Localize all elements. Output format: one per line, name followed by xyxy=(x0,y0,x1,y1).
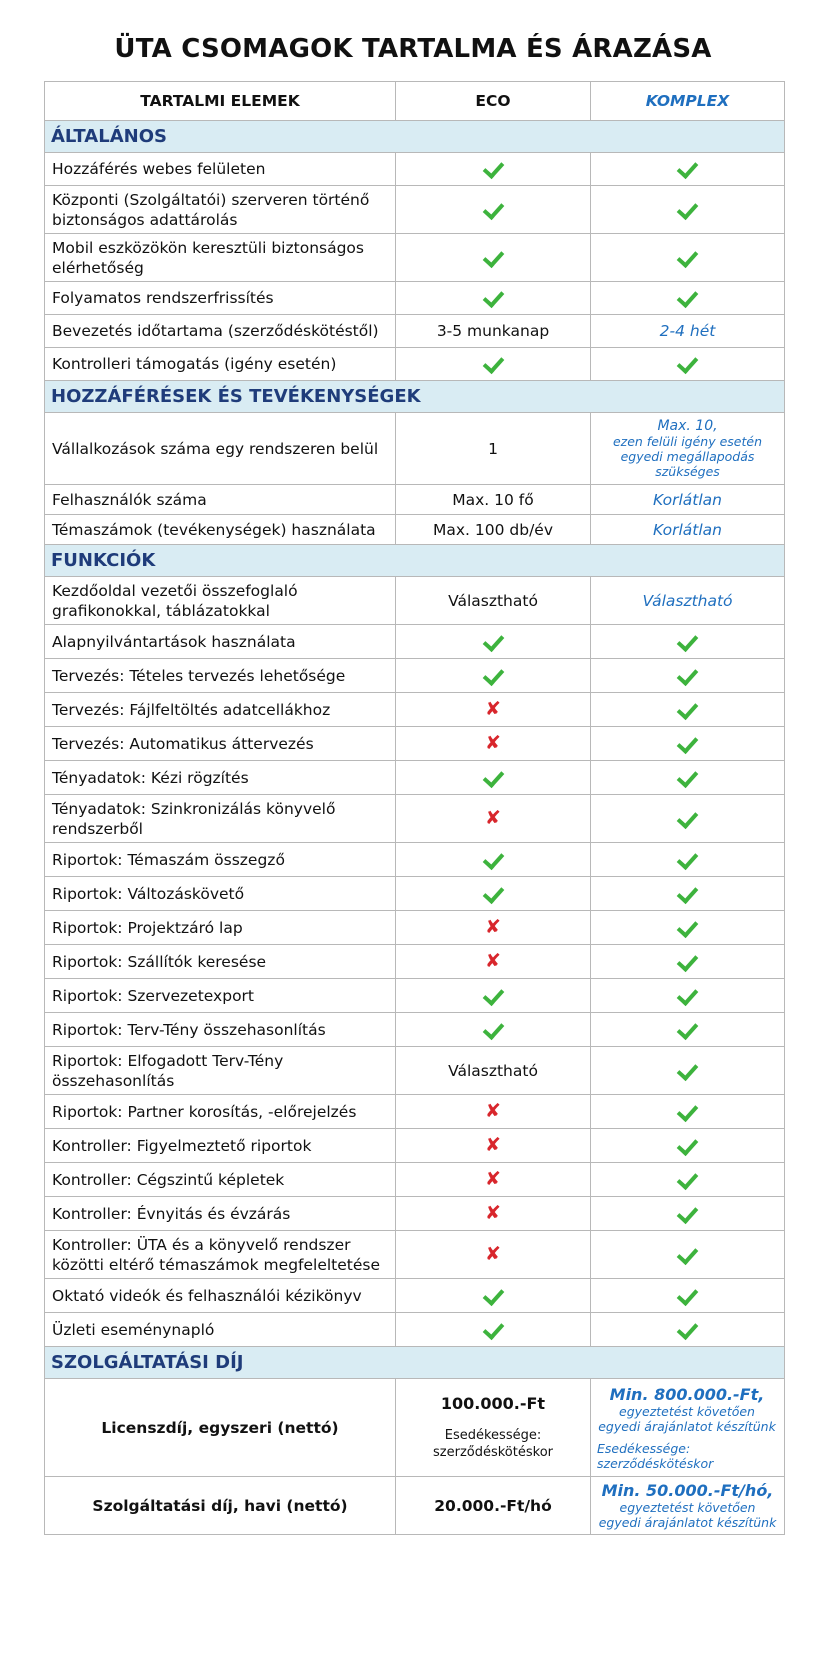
pricing-table xyxy=(44,81,785,1535)
cross-icon: ✘ xyxy=(485,807,501,829)
table-row: Hozzáférés webes felületen xyxy=(45,153,785,186)
check-icon xyxy=(482,245,504,267)
table-row: Riportok: Változáskövető xyxy=(45,877,785,911)
page-title: ÜTA CSOMAGOK TARTALMA ÉS ÁRAZÁSA xyxy=(114,34,712,64)
table-row: Alapnyilvántartások használata xyxy=(45,625,785,659)
table-row: Tényadatok: Kézi rögzítés xyxy=(45,761,785,795)
table-row: Kontrolleri támogatás (igény esetén) xyxy=(45,348,785,381)
cross-icon: ✘ xyxy=(485,698,501,720)
check-icon xyxy=(677,915,699,937)
table-row: Kontroller: Figyelmeztető riportok ✘ xyxy=(45,1129,785,1163)
cross-icon: ✘ xyxy=(485,1168,501,1190)
table-row: Kontroller: Cégszintű képletek ✘ xyxy=(45,1163,785,1197)
table-row: Tervezés: Automatikus áttervezés ✘ xyxy=(45,727,785,761)
check-icon xyxy=(482,629,504,651)
cross-icon: ✘ xyxy=(485,732,501,754)
cross-icon: ✘ xyxy=(485,1134,501,1156)
check-icon xyxy=(677,663,699,685)
check-icon xyxy=(677,1099,699,1121)
header-content-items: TARTALMI ELEMEK xyxy=(45,82,396,121)
section-fees: SZOLGÁLTATÁSI DÍJ xyxy=(45,1347,785,1379)
check-icon xyxy=(677,1017,699,1039)
cross-icon: ✘ xyxy=(485,950,501,972)
check-icon xyxy=(677,1283,699,1305)
check-icon xyxy=(482,1317,504,1339)
check-icon xyxy=(482,765,504,787)
section-general: ÁLTALÁNOS xyxy=(45,121,785,153)
table-row: Szolgáltatási díj, havi (nettó) 20.000.-Ft/hó Min. 50.000.-Ft/hó, egyeztetést követően egyedi árajánlatot készítünk xyxy=(45,1477,785,1535)
table-row: Riportok: Partner korosítás, -előrejelzés ✘ xyxy=(45,1095,785,1129)
header-komplex: KOMPLEX xyxy=(591,82,785,121)
table-row: Riportok: Terv-Tény összehasonlítás xyxy=(45,1013,785,1047)
table-row: Oktató videók és felhasználói kézikönyv xyxy=(45,1279,785,1313)
table-row: Vállalkozások száma egy rendszeren belül 1 Max. 10, ezen felüli igény esetén egyedi megállapodás szükséges xyxy=(45,413,785,485)
check-icon xyxy=(677,629,699,651)
table-row: Kontroller: Évnyitás és évzárás ✘ xyxy=(45,1197,785,1231)
check-icon xyxy=(677,697,699,719)
table-row: Tervezés: Fájlfeltöltés adatcellákhoz ✘ xyxy=(45,693,785,727)
cross-icon: ✘ xyxy=(485,1202,501,1224)
check-icon xyxy=(677,731,699,753)
table-row: Riportok: Projektzáró lap ✘ xyxy=(45,911,785,945)
check-icon xyxy=(482,1283,504,1305)
check-icon xyxy=(677,352,699,374)
check-icon xyxy=(677,286,699,308)
cross-icon: ✘ xyxy=(485,1100,501,1122)
table-row: Tervezés: Tételes tervezés lehetősége xyxy=(45,659,785,693)
table-header xyxy=(45,82,785,121)
section-access: HOZZÁFÉRÉSEK ÉS TEVÉKENYSÉGEK xyxy=(45,381,785,413)
check-icon xyxy=(482,352,504,374)
check-icon xyxy=(677,1201,699,1223)
cross-icon: ✘ xyxy=(485,1243,501,1265)
check-icon xyxy=(677,806,699,828)
table-row: Tényadatok: Szinkronizálás könyvelő rendszerből ✘ xyxy=(45,795,785,843)
check-icon xyxy=(677,881,699,903)
check-icon xyxy=(482,847,504,869)
section-functions: FUNKCIÓK xyxy=(45,545,785,577)
table-row: Mobil eszközökön keresztüli biztonságos elérhetőség xyxy=(45,234,785,282)
check-icon xyxy=(677,1167,699,1189)
check-icon xyxy=(677,847,699,869)
check-icon xyxy=(677,1133,699,1155)
table-row: Riportok: Szervezetexport xyxy=(45,979,785,1013)
check-icon xyxy=(677,245,699,267)
table-row: Üzleti eseménynapló xyxy=(45,1313,785,1347)
check-icon xyxy=(482,1017,504,1039)
table-row: Folyamatos rendszerfrissítés xyxy=(45,282,785,315)
table-row: Riportok: Elfogadott Terv-Tény összehasonlítás Választható xyxy=(45,1047,785,1095)
check-icon xyxy=(677,1242,699,1264)
check-icon xyxy=(677,197,699,219)
table-row: Központi (Szolgáltatói) szerveren történő biztonságos adattárolás xyxy=(45,186,785,234)
table-row: Bevezetés időtartama (szerződéskötéstől) 3-5 munkanap 2-4 hét xyxy=(45,315,785,348)
check-icon xyxy=(482,157,504,179)
table-row: Riportok: Szállítók keresése ✘ xyxy=(45,945,785,979)
check-icon xyxy=(677,983,699,1005)
check-icon xyxy=(677,157,699,179)
table-row: Kezdőoldal vezetői összefoglaló grafikonokkal, táblázatokkal Választható Választható xyxy=(45,577,785,625)
check-icon xyxy=(677,1058,699,1080)
check-icon xyxy=(482,663,504,685)
table-row: Riportok: Témaszám összegző xyxy=(45,843,785,877)
check-icon xyxy=(677,1317,699,1339)
table-row: Témaszámok (tevékenységek) használata Max. 100 db/év Korlátlan xyxy=(45,515,785,545)
table-row: Licenszdíj, egyszeri (nettó) 100.000.-Ft Esedékessége: szerződéskötéskor Min. 800.000.-Ft, egyeztetést követően egyedi árajánlatot készítünk Esedékessége: szerződéskötéskor xyxy=(45,1379,785,1477)
check-icon xyxy=(677,949,699,971)
check-icon xyxy=(482,286,504,308)
cross-icon: ✘ xyxy=(485,916,501,938)
check-icon xyxy=(677,765,699,787)
table-row: Felhasználók száma Max. 10 fő Korlátlan xyxy=(45,485,785,515)
table-row: Kontroller: ÜTA és a könyvelő rendszer közötti eltérő témaszámok megfeleltetése ✘ xyxy=(45,1231,785,1279)
header-eco: ECO xyxy=(396,82,591,121)
check-icon xyxy=(482,983,504,1005)
check-icon xyxy=(482,881,504,903)
check-icon xyxy=(482,197,504,219)
